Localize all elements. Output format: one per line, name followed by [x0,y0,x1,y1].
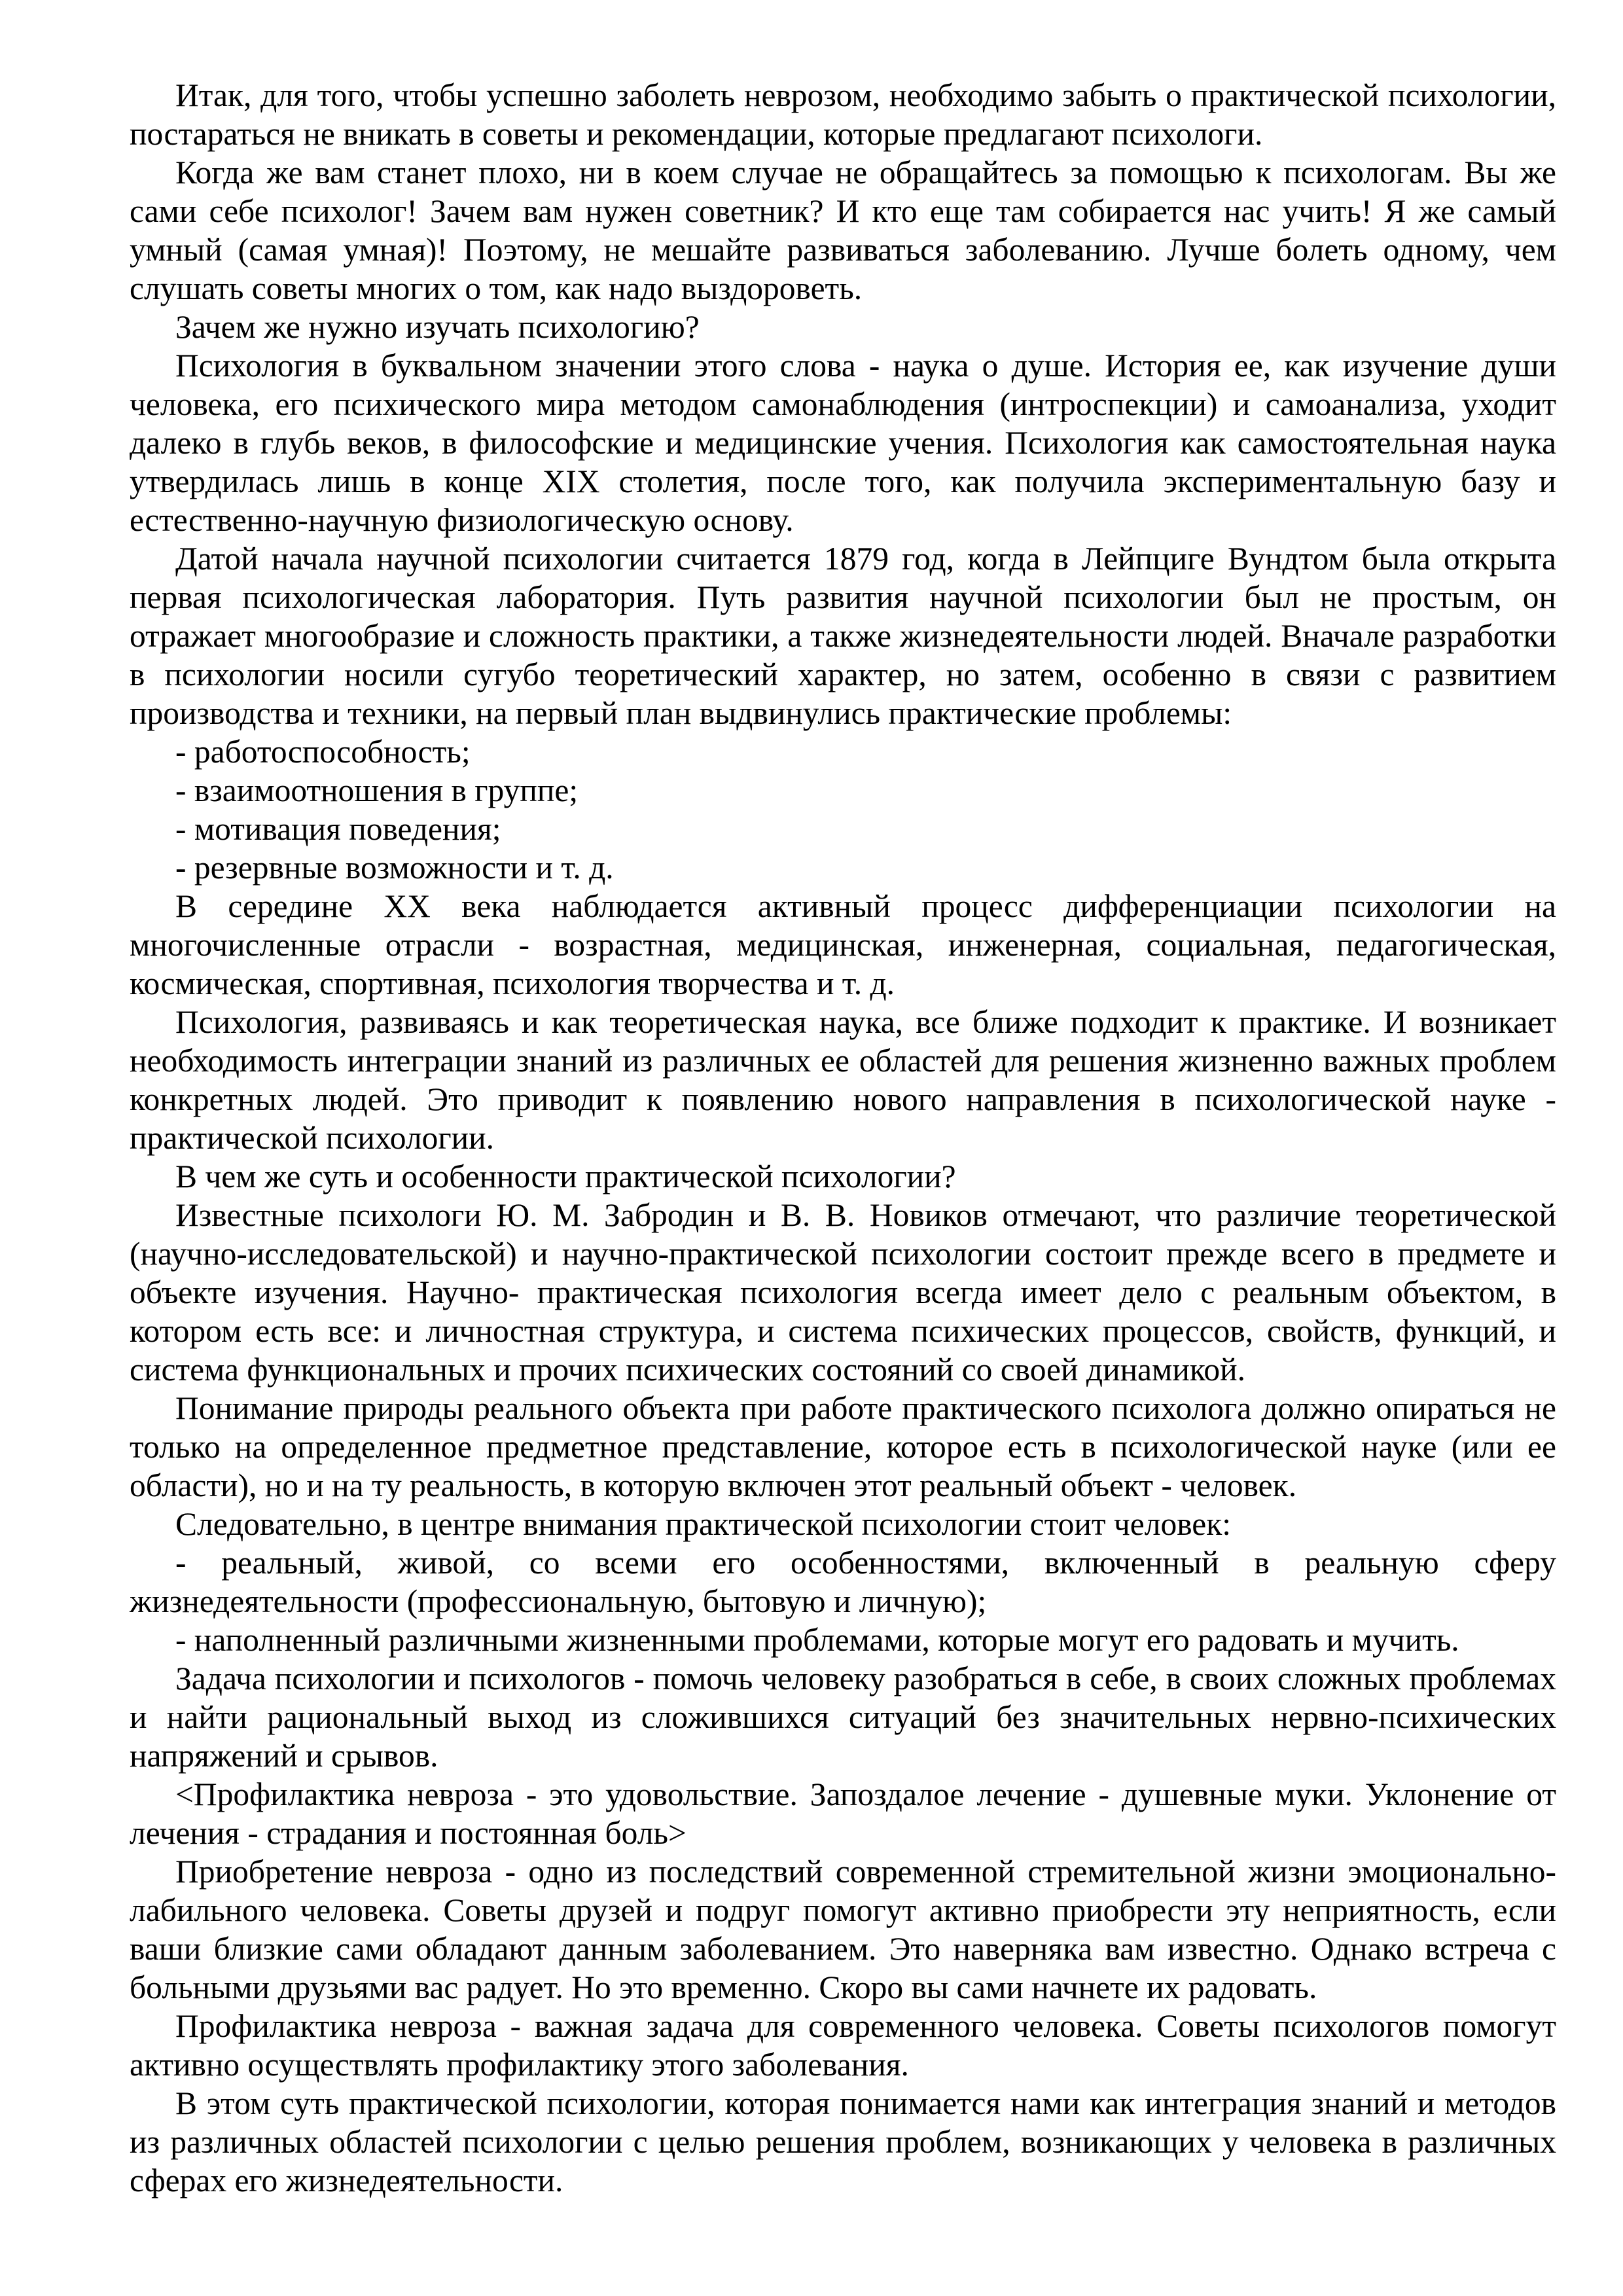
paragraph-9: Известные психологи Ю. М. Забродин и В. В. Новиков отмечают, что различие теоретической (научно-исследовательской) и научно-практической психологии состоит прежде всего в предмете и объекте изучения. Научно- практическая психология всегда имеет дело с реальным объектом, в котором есть все: и личностная структура, и система психических процессов, свойств, функций, и система функциональных и прочих психических состояний со своей динамикой. [130,1197,1556,1388]
paragraph-3: Зачем же нужно изучать психологию? [175,309,700,345]
list-item-problems: - наполненный различными жизненными проблемами, которые могут его радовать и мучить. [175,1622,1459,1658]
list-item-workability: - работоспособность; [175,734,471,770]
quote-paragraph: <Профилактика невроза - это удовольствие. Запоздалое лечение - душевные муки. Уклонение от лечения - страдания и постоянная боль> [130,1776,1556,1851]
list-item-reserves: - резервные возможности и т. д. [175,850,614,886]
paragraph-12: Задача психологии и психологов - помочь человеку разобраться в себе, в своих сложных проблемах и найти рациональный выход из сложившихся ситуаций без значительных нервно-психических напряжений и срывов. [130,1660,1556,1774]
paragraph-4: Психология в буквальном значении этого слова - наука о душе. История ее, как изучение души человека, его психического мира методом самонаблюдения (интроспекции) и самоанализа, уходит далеко в глубь веков, в философские и медицинские учения. Психология как самостоятельная наука утвердилась лишь в конце XIX столетия, после того, как получила экспериментальную базу и естественно-научную физиологическую основу. [130,348,1556,538]
list-item-group-relations: - взаимоотношения в группе; [175,772,579,808]
paragraph-5: Датой начала научной психологии считается 1879 год, когда в Лейпциге Вундтом была открыта первая психологическая лаборатория. Путь развития научной психологии был не простым, он отражает многообразие и сложность практики, а также жизнедеятельности людей. Вначале разработки в психологии носили сугубо теоретический характер, но затем, особенно в связи с развитием производства и техники, на первый план выдвинулись практические проблемы: [130,541,1556,731]
paragraph-13: Приобретение невроза - одно из последствий современной стремительной жизни эмоционально-лабильного человека. Советы друзей и подруг помогут активно приобрести эту неприятность, если ваши близкие сами обладают данным заболеванием. Это наверняка вам известно. Однако встреча с больными друзьями вас радует. Но это временно. Скоро вы сами начнете их радовать. [130,1854,1556,2005]
paragraph-1: Итак, для того, чтобы успешно заболеть неврозом, необходимо забыть о практической психологии, постараться не вникать в советы и рекомендации, которые предлагают психологи. [130,77,1556,152]
paragraph-10: Понимание природы реального объекта при работе практического психолога должно опираться не только на определенное предметное представление, которое есть в психологической науке (или ее области), но и на ту реальность, в которую включен этот реальный объект - человек. [130,1390,1556,1503]
paragraph-7: Психология, развиваясь и как теоретическая наука, все ближе подходит к практике. И возникает необходимость интеграции знаний из различных ее областей для решения жизненно важных проблем конкретных людей. Это приводит к появлению нового направления в психологической науке - практической психологии. [130,1004,1556,1156]
paragraph-11: Следовательно, в центре внимания практической психологии стоит человек: [175,1506,1232,1542]
paragraph-6: В середине XX века наблюдается активный процесс дифференциации психологии на многочисленные отрасли - возрастная, медицинская, инженерная, социальная, педагогическая, космическая, спортивная, психология творчества и т. д. [130,888,1556,1001]
paragraph-8: В чем же суть и особенности практической психологии? [175,1158,956,1194]
paragraph-15: В этом суть практической психологии, которая понимается нами как интеграция знаний и методов из различных областей психологии с целью решения проблем, возникающих у человека в различных сферах его жизнедеятельности. [130,2085,1556,2198]
paragraph-2: Когда же вам станет плохо, ни в коем случае не обращайтесь за помощью к психологам. Вы же сами себе психолог! Зачем вам нужен советник? И кто еще там собирается нас учить! Я же самый умный (самая умная)! Поэтому, не мешайте развиваться заболеванию. Лучше болеть одному, чем слушать советы многих о том, как надо выздороветь. [130,154,1556,306]
paragraph-14: Профилактика невроза - важная задача для современного человека. Советы психологов помогут активно осуществлять профилактику этого заболевания. [130,2008,1556,2083]
list-item-motivation: - мотивация поведения; [175,811,501,847]
list-item-real-person: - реальный, живой, со всеми его особенностями, включенный в реальную сферу жизнедеятельности (профессиональную, бытовую и личную); [130,1545,1556,1619]
document-body [130,76,1556,2200]
